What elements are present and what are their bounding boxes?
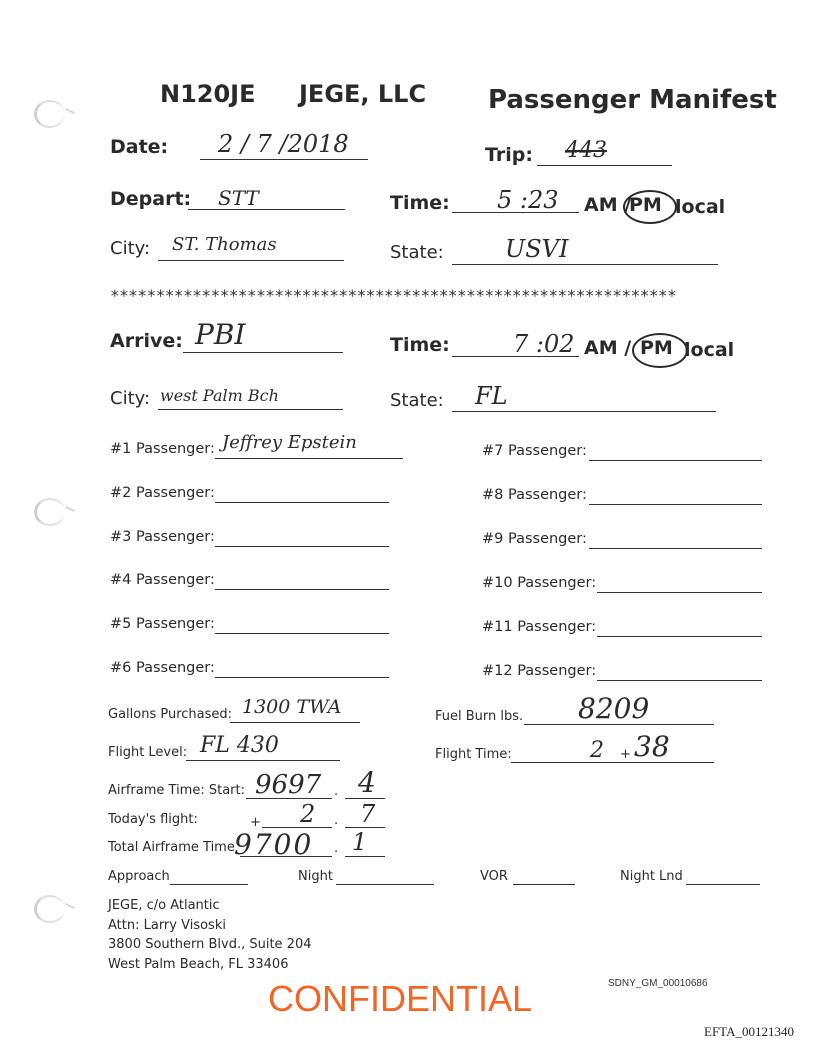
todays-flight-whole: 2 [300, 800, 316, 828]
total-airframe-whole: 9700 [234, 828, 314, 861]
depart-local: local [675, 196, 726, 218]
flight-time-sep: + [620, 747, 631, 762]
flight-time-minutes: 38 [634, 730, 670, 763]
binder-hole [34, 498, 65, 526]
sdny-bates: SDNY_GM_00010686 [608, 978, 708, 989]
depart-am: AM / [584, 194, 632, 216]
night-lnd-label: Night Lnd [620, 869, 683, 884]
night-label: Night [298, 869, 333, 884]
address-line-1: JEGE, c/o Atlantic [108, 898, 220, 913]
address-block [108, 896, 312, 974]
arrive-label: Arrive: [110, 330, 183, 352]
separator: ************************************************************** [110, 286, 677, 305]
company-name: JEGE, LLC [299, 80, 427, 108]
arrive-am: AM / [584, 337, 632, 359]
approach-label: Approach [108, 869, 170, 884]
depart-state-label: State: [390, 242, 444, 263]
page-title: Passenger Manifest [488, 85, 777, 115]
binder-hole [34, 895, 65, 923]
tail-number: N120JE [160, 80, 256, 108]
arrive-time-value: 7 :02 [513, 330, 575, 358]
fuel-burn-value: 8209 [578, 692, 650, 725]
passenger-11-label: #11 Passenger: [482, 619, 597, 635]
todays-flight-label: Today's flight: [108, 812, 198, 827]
flight-time-label: Flight Time: [435, 747, 512, 762]
efta-bates: EFTA_00121340 [704, 1024, 794, 1039]
address-line-3: 3800 Southern Blvd., Suite 204 [108, 937, 312, 952]
arrive-local: local [684, 339, 735, 361]
airframe-start-tenth: 4 [358, 766, 376, 799]
flight-level-label: Flight Level: [108, 745, 188, 760]
vor-label: VOR [480, 869, 508, 884]
passenger-9-label: #9 Passenger: [482, 531, 587, 547]
airframe-start-whole: 9697 [255, 770, 322, 800]
arrive-state-value: FL [475, 382, 508, 410]
date-value: 2 / 7 /2018 [218, 130, 349, 158]
address-line-2: Attn: Larry Visoski [108, 917, 226, 933]
depart-city-label: City: [110, 238, 151, 259]
airframe-start-label: Airframe Time: Start: [108, 783, 245, 798]
todays-flight-tenth: 7 [360, 800, 376, 828]
depart-pm: PM [629, 194, 662, 216]
passenger-12-label: #12 Passenger: [482, 663, 597, 679]
arrive-state-label: State: [390, 390, 444, 411]
binder-hole [34, 100, 65, 128]
trip-value: 443 [565, 138, 607, 163]
confidential-stamp: CONFIDENTIAL [268, 978, 533, 1019]
todays-flight-plus: + [250, 815, 261, 830]
address-line-4: West Palm Beach, FL 33406 [108, 956, 289, 972]
passenger-10-label: #10 Passenger: [482, 575, 597, 591]
depart-time-value: 5 :23 [497, 186, 559, 214]
total-airframe-label: Total Airframe Time [108, 840, 235, 855]
gallons-label: Gallons Purchased: [108, 707, 233, 722]
arrive-value: PBI [195, 318, 246, 351]
arrive-city-label: City: [110, 388, 151, 409]
fuel-burn-label: Fuel Burn lbs. [435, 709, 524, 724]
arrive-time-label: Time: [390, 334, 450, 356]
flight-time-hours: 2 [590, 738, 604, 763]
passenger-6-label: #6 Passenger: [110, 660, 215, 676]
flight-level-value: FL 430 [200, 733, 279, 758]
passenger-1-label: #1 Passenger: [110, 441, 215, 457]
depart-state-value: USVI [505, 235, 569, 263]
arrive-city-value: west Palm Bch [160, 386, 279, 405]
trip-label: Trip: [485, 144, 533, 166]
depart-label: Depart: [110, 188, 192, 210]
passenger-8-label: #8 Passenger: [482, 487, 587, 503]
passenger-1-value: Jeffrey Epstein [222, 432, 357, 453]
arrive-pm: PM [640, 337, 673, 359]
passenger-5-label: #5 Passenger: [110, 616, 215, 632]
passenger-4-label: #4 Passenger: [110, 572, 215, 588]
passenger-2-label: #2 Passenger: [110, 485, 215, 501]
depart-value: STT [218, 186, 259, 210]
date-label: Date: [110, 136, 169, 158]
total-airframe-tenth: 1 [352, 828, 368, 856]
passenger-3-label: #3 Passenger: [110, 529, 215, 545]
depart-city-value: ST. Thomas [172, 234, 277, 255]
passenger-7-label: #7 Passenger: [482, 443, 587, 459]
gallons-value: 1300 TWA [242, 696, 342, 718]
depart-time-label: Time: [390, 192, 450, 214]
